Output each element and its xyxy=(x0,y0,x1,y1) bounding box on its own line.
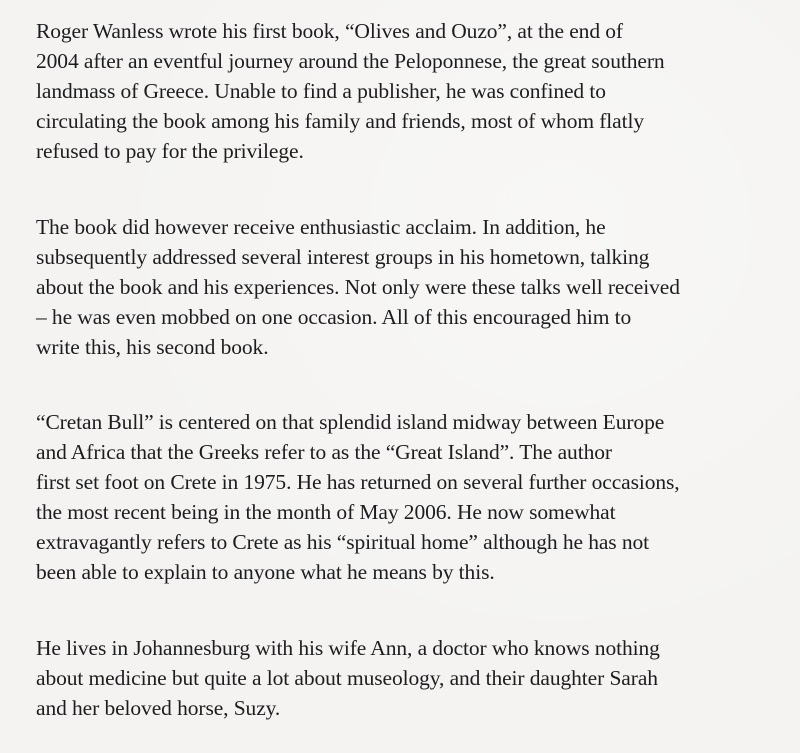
paragraph-cretan-bull xyxy=(36,407,788,587)
paragraph-first-book xyxy=(36,16,788,166)
paragraph-text: Roger Wanless wrote his first book, “Olives and Ouzo”, at the end of 2004 after an eventful journey around the Peloponnese, the great southern landmass of Greece. Unable to find a publisher, he was confined to circulating the book among his family and friends, most of whom flatly refused to pay for the privilege. xyxy=(36,19,665,163)
paragraph-text: The book did however receive enthusiastic acclaim. In addition, he subsequently addressed several interest groups in his hometown, talking about the book and his experiences. Not only were these talks well received – he was even mobbed on one occasion. All of this encouraged him to write this, his second book. xyxy=(36,215,680,359)
paragraph-residence xyxy=(36,633,788,723)
paragraph-acclaim xyxy=(36,212,788,362)
paragraph-text: “Cretan Bull” is centered on that splendid island midway between Europe and Africa that the Greeks refer to as the “Great Island”. The author first set foot on Crete in 1975. He has returned on several further occasions, the most recent being in the month of May 2006. He now somewhat extravagantly refers to Crete as his “spiritual home” although he has not been able to explain to anyone what he means by this. xyxy=(36,410,680,584)
paragraph-text: He lives in Johannesburg with his wife Ann, a doctor who knows nothing about medicine but quite a lot about museology, and their daughter Sarah and her beloved horse, Suzy. xyxy=(36,636,660,720)
